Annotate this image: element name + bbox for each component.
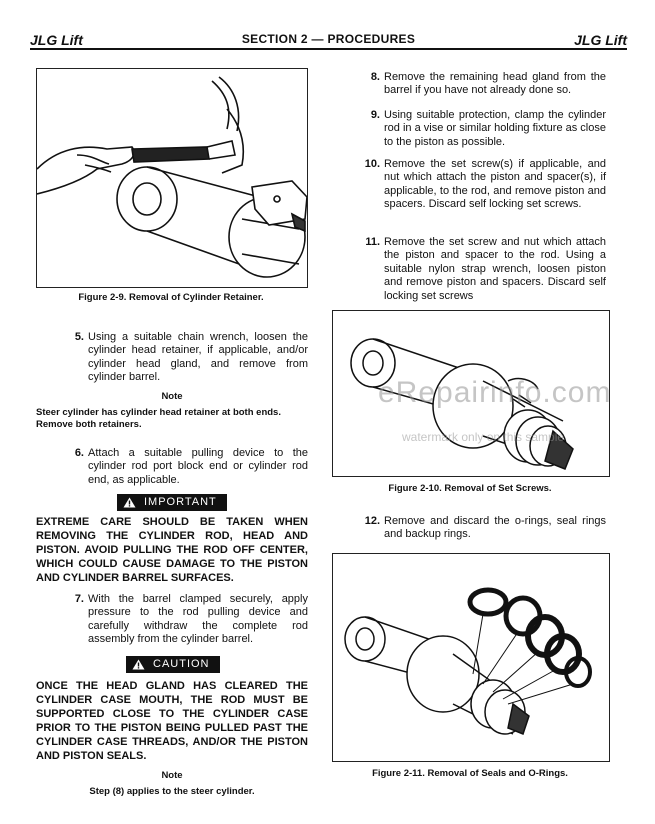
step-10-number: 10.	[364, 158, 380, 170]
step-11	[365, 236, 606, 303]
step-9-number: 9.	[370, 109, 380, 121]
step-7	[74, 593, 308, 647]
note-1-text: Steer cylinder has cylinder head retainer at both ends. Remove both retainers.	[36, 407, 281, 430]
watermark-main: eRepairinfo.com	[378, 376, 612, 409]
step-5-number: 5.	[74, 331, 84, 343]
step-10	[364, 158, 606, 212]
header-rule	[30, 48, 627, 50]
step-6	[74, 447, 308, 487]
header-brand-right: JLG Lift	[574, 32, 627, 48]
warning-triangle-icon	[123, 497, 136, 508]
figure-2-9-caption: Figure 2-9. Removal of Cylinder Retainer.	[78, 292, 264, 303]
figure-2-9-image	[36, 68, 308, 288]
important-text: EXTREME CARE SHOULD BE TAKEN WHEN REMOVING THE CYLINDER ROD, HEAD AND PISTON. AVOID PULLING THE ROD OFF CENTER, WHICH COULD CAUSE DAMAGE TO THE PISTON AND CYLINDER BARREL SURFACES.	[36, 516, 308, 584]
step-11-text: Remove the set screw and nut which attach the piston and spacer to the rod. Using a suitable nylon strap wrench, loosen piston and remove piston and spacers. Discard self locking set screws	[384, 236, 606, 302]
step-11-number: 11.	[365, 236, 380, 248]
step-10-text: Remove the set screw(s) if applicable, and nut which attach the piston and spacer(s), if applicable, to the rod, and remove piston and spacers. Discard self locking set screws.	[384, 158, 606, 211]
step-5-text: Using a suitable chain wrench, loosen the cylinder head retainer, if applicable, and/or cylinder head gland, and remove from cylinder barrel.	[88, 331, 308, 384]
step-6-number: 6.	[74, 447, 84, 459]
caution-badge	[126, 656, 220, 673]
step-8-number: 8.	[370, 71, 380, 83]
warning-triangle-icon	[132, 659, 145, 670]
figure-2-11-caption: Figure 2-11. Removal of Seals and O-Rings.	[372, 768, 568, 779]
seals-and-orings-illustration	[333, 554, 609, 761]
note-1-heading: Note	[161, 391, 183, 402]
page-header	[30, 28, 627, 50]
step-9-text: Using suitable protection, clamp the cylinder rod in a vise or similar holding fixture as close to the piston as possible.	[384, 109, 606, 148]
step-12	[364, 515, 606, 542]
step-12-number: 12.	[364, 515, 380, 527]
header-brand-left: JLG Lift	[30, 32, 83, 48]
header-section-title: SECTION 2 — PROCEDURES	[241, 32, 416, 46]
caution-label: CAUTION	[153, 658, 210, 670]
step-12-text: Remove and discard the o-rings, seal rings and backup rings.	[384, 515, 606, 541]
cylinder-retainer-illustration	[37, 69, 307, 287]
note-2-heading: Note	[161, 770, 183, 781]
step-9	[370, 109, 606, 149]
figure-2-10-caption: Figure 2-10. Removal of Set Screws.	[388, 483, 552, 494]
step-7-number: 7.	[74, 593, 84, 605]
step-5	[74, 331, 308, 385]
figure-2-11-image	[332, 553, 610, 762]
important-badge	[117, 494, 227, 511]
step-8	[370, 71, 606, 98]
step-8-text: Remove the remaining head gland from the barrel if you have not already done so.	[384, 71, 606, 97]
watermark-sub: watermark only on this sample	[402, 430, 565, 444]
step-6-text: Attach a suitable pulling device to the cylinder rod port block end or cylinder rod end, as applicable.	[88, 447, 308, 486]
note-2-text: Step (8) applies to the steer cylinder.	[89, 786, 255, 797]
step-7-text: With the barrel clamped securely, apply pressure to the rod pulling device and carefully withdraw the complete rod assembly from the cylinder barrel.	[88, 593, 308, 646]
caution-text: ONCE THE HEAD GLAND HAS CLEARED THE CYLINDER CASE MOUTH, THE ROD MUST BE SUPPORTED CLOSE TO THE CYLINDER CASE PRIOR TO THE PISTON BEING PULLED PAST THE CYLINDER CASE THREADS, AND/OR THE PISTON AND PISTON SEALS.	[36, 680, 308, 762]
important-label: IMPORTANT	[144, 496, 217, 508]
